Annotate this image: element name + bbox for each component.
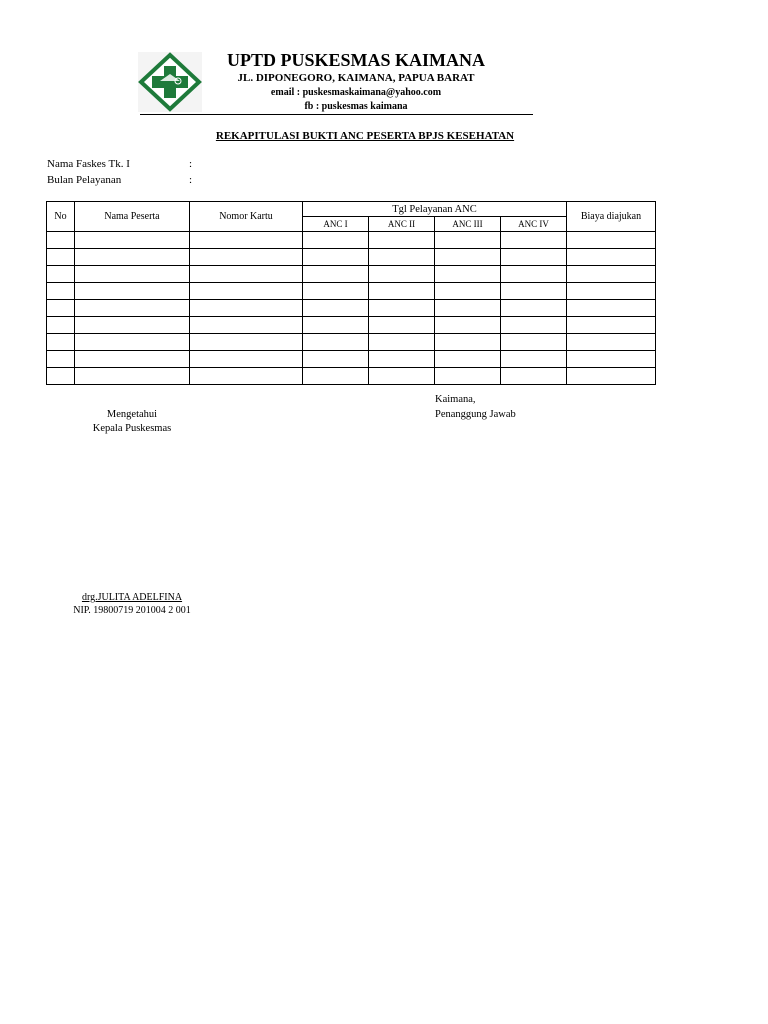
table-row xyxy=(47,368,656,385)
table-cell xyxy=(501,334,567,351)
table-cell xyxy=(501,300,567,317)
table-row xyxy=(47,232,656,249)
table-cell xyxy=(47,317,75,334)
field-label-bulan-pelayanan: Bulan Pelayanan xyxy=(47,174,122,186)
table-cell xyxy=(369,266,435,283)
table-cell xyxy=(47,334,75,351)
table-row xyxy=(47,300,656,317)
table-cell xyxy=(369,317,435,334)
document-title: REKAPITULASI BUKTI ANC PESERTA BPJS KESEHATAN xyxy=(215,130,515,142)
table-cell xyxy=(501,283,567,300)
table-cell xyxy=(190,351,303,368)
table-cell xyxy=(75,317,190,334)
table-cell xyxy=(75,351,190,368)
header-email: email : puskesmaskaimana@yahoo.com xyxy=(270,87,442,98)
table-cell xyxy=(75,266,190,283)
table-cell xyxy=(567,232,656,249)
table-cell xyxy=(567,249,656,266)
table-cell xyxy=(190,300,303,317)
table-cell xyxy=(501,266,567,283)
table-cell xyxy=(369,249,435,266)
table-cell xyxy=(501,368,567,385)
table-cell xyxy=(501,317,567,334)
field-label-nama-faskes: Nama Faskes Tk. I xyxy=(47,158,130,170)
table-cell xyxy=(47,232,75,249)
table-cell xyxy=(47,300,75,317)
field-colon: : xyxy=(189,158,193,170)
table-cell xyxy=(303,300,369,317)
table-cell xyxy=(501,249,567,266)
header-biaya: Biaya diajukan xyxy=(567,202,656,232)
table-cell xyxy=(190,283,303,300)
header-tgl-pelayanan: Tgl Pelayanan ANC xyxy=(303,202,567,217)
puskesmas-logo-icon xyxy=(138,52,202,112)
table-body xyxy=(47,232,656,385)
table-cell xyxy=(369,300,435,317)
table-cell xyxy=(567,351,656,368)
table-cell xyxy=(47,283,75,300)
table-cell xyxy=(190,334,303,351)
signatory-nip: NIP. 19800719 201004 2 001 xyxy=(73,605,191,616)
table-row xyxy=(47,334,656,351)
table-cell xyxy=(75,300,190,317)
table-cell xyxy=(435,334,501,351)
table-cell xyxy=(369,368,435,385)
table-cell xyxy=(435,283,501,300)
table-cell xyxy=(435,232,501,249)
table-cell xyxy=(47,368,75,385)
table-row xyxy=(47,317,656,334)
table-cell xyxy=(369,351,435,368)
table-cell xyxy=(501,351,567,368)
table-cell xyxy=(303,334,369,351)
signature-head-title: Kepala Puskesmas xyxy=(92,423,172,434)
table-cell xyxy=(303,351,369,368)
table-row xyxy=(47,266,656,283)
table-cell xyxy=(435,351,501,368)
signature-acknowledge-label: Mengetahui xyxy=(106,409,158,420)
table-cell xyxy=(303,368,369,385)
table-cell xyxy=(75,283,190,300)
table-row xyxy=(47,351,656,368)
table-cell xyxy=(75,249,190,266)
header-anc-1: ANC I xyxy=(303,217,369,232)
table-cell xyxy=(303,249,369,266)
table-cell xyxy=(190,232,303,249)
table-cell xyxy=(369,283,435,300)
header-anc-3: ANC III xyxy=(435,217,501,232)
header-title: UPTD PUSKESMAS KAIMANA xyxy=(226,50,485,70)
header-no: No xyxy=(47,202,75,232)
table-cell xyxy=(75,334,190,351)
table-cell xyxy=(75,368,190,385)
table-cell xyxy=(303,232,369,249)
header-fb: fb : puskesmas kaimana xyxy=(304,101,408,112)
table-cell xyxy=(47,249,75,266)
table-cell xyxy=(435,317,501,334)
signature-responsible-title: Penanggung Jawab xyxy=(435,409,516,420)
table-cell xyxy=(567,334,656,351)
table-cell xyxy=(190,368,303,385)
table-cell xyxy=(303,317,369,334)
field-colon: : xyxy=(189,174,193,186)
header-nomor-kartu: Nomor Kartu xyxy=(190,202,303,232)
table-cell xyxy=(75,232,190,249)
table-cell xyxy=(369,334,435,351)
table-cell xyxy=(47,351,75,368)
table-cell xyxy=(435,266,501,283)
header-anc-2: ANC II xyxy=(369,217,435,232)
table-cell xyxy=(567,300,656,317)
signatory-name: drg.JULITA ADELFINA xyxy=(81,592,183,603)
header-anc-4: ANC IV xyxy=(501,217,567,232)
table-cell xyxy=(567,266,656,283)
table-cell xyxy=(190,317,303,334)
table-row xyxy=(47,249,656,266)
signature-place: Kaimana, xyxy=(435,394,476,405)
table-cell xyxy=(190,249,303,266)
table-cell xyxy=(47,266,75,283)
table-cell xyxy=(435,300,501,317)
table-cell xyxy=(369,232,435,249)
header-divider xyxy=(140,114,533,115)
table-row xyxy=(47,283,656,300)
table-cell xyxy=(567,283,656,300)
table-cell xyxy=(435,368,501,385)
table-cell xyxy=(303,266,369,283)
table-cell xyxy=(567,317,656,334)
table-cell xyxy=(501,232,567,249)
table-cell xyxy=(567,368,656,385)
header-address: JL. DIPONEGORO, KAIMANA, PAPUA BARAT xyxy=(237,72,475,84)
header-nama-peserta: Nama Peserta xyxy=(75,202,190,232)
recap-table xyxy=(46,201,656,385)
table-cell xyxy=(190,266,303,283)
table-cell xyxy=(303,283,369,300)
table-cell xyxy=(435,249,501,266)
